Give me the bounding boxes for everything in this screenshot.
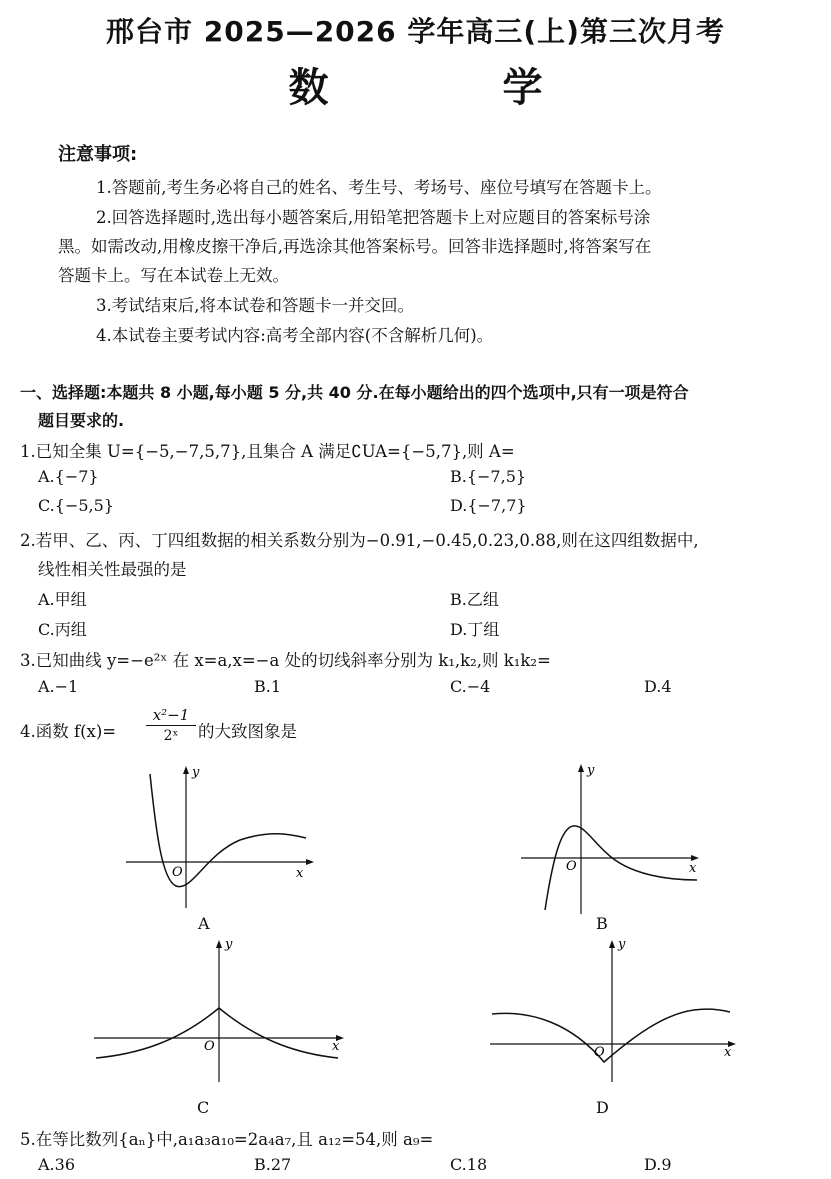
q5-stem: 5.在等比数列{aₙ}中,a₁a₃a₁₀=2a₄a₇,且 a₁₂=54,则 a₉=: [20, 1130, 434, 1149]
graph-c-y-arrow: [216, 940, 222, 948]
graph-a-y-label: y: [192, 765, 200, 780]
graph-a: [120, 762, 320, 912]
q3-stem: 3.已知曲线 y=−e²ˣ 在 x=a,x=−a 处的切线斜率分别为 k₁,k₂,则 k₁k₂=: [20, 651, 551, 670]
section-heading-line-2: 题目要求的.: [38, 411, 125, 430]
notice-item-4: 4.本试卷主要考试内容:高考全部内容(不含解析几何)。: [96, 326, 494, 345]
q4-stem-prefix: 4.函数 f(x)=: [20, 722, 117, 741]
graph-c-label: C: [197, 1098, 210, 1117]
q3-option-d: D.4: [644, 677, 672, 696]
q2-option-d: D.丁组: [450, 620, 500, 639]
graph-d-curve: [492, 1009, 730, 1062]
graph-b-y-arrow: [578, 764, 584, 772]
graph-d-label: D: [596, 1098, 609, 1117]
q2-option-c: C.丙组: [38, 620, 87, 639]
graph-b-label: B: [596, 914, 608, 933]
q5-option-d: D.9: [644, 1155, 672, 1174]
graph-d: [484, 932, 746, 1092]
q4-numerator: x²−1: [146, 705, 196, 726]
q3-option-c: C.−4: [450, 677, 491, 696]
q5-option-c: C.18: [450, 1155, 488, 1174]
graph-c-x-label: x: [332, 1039, 340, 1054]
graph-c-origin-label: O: [204, 1039, 215, 1054]
exam-title: 邢台市 2025—2026 学年高三(上)第三次月考: [106, 15, 725, 48]
graph-b-y-label: y: [587, 763, 595, 778]
graph-d-y-arrow: [609, 940, 615, 948]
notice-item-3: 3.考试结束后,将本试卷和答题卡一并交回。: [96, 296, 414, 315]
q2-stem-line-1: 2.若甲、乙、丙、丁四组数据的相关系数分别为−0.91,−0.45,0.23,0.88,则在这四组数据中,: [20, 531, 699, 550]
graph-c-y-label: y: [225, 937, 233, 952]
q3-option-b: B.1: [254, 677, 282, 696]
q5-option-b: B.27: [254, 1155, 292, 1174]
q4-denominator: 2ˣ: [163, 728, 179, 744]
q4-fraction: [146, 705, 196, 746]
q2-option-a: A.甲组: [38, 590, 87, 609]
graph-a-origin-label: O: [172, 865, 183, 880]
graph-d-origin-label: O: [594, 1045, 605, 1060]
q1-option-d: D.{−7,7}: [450, 496, 527, 515]
notice-item-1: 1.答题前,考生务必将自己的姓名、考生号、考场号、座位号填写在答题卡上。: [96, 178, 662, 197]
notice-item-2-line-2: 黑。如需改动,用橡皮擦干净后,再选涂其他答案标号。回答非选择题时,将答案写在: [58, 237, 652, 256]
q4-stem-suffix: 的大致图象是: [198, 722, 297, 741]
graph-b-origin-label: O: [566, 859, 577, 874]
q2-stem-line-2: 线性相关性最强的是: [38, 560, 187, 579]
notice-item-2-line-3: 答题卡上。写在本试卷上无效。: [58, 266, 289, 285]
graph-c-curve: [96, 1008, 338, 1058]
graph-a-y-arrow: [183, 766, 189, 774]
graph-d-x-label: x: [724, 1045, 732, 1060]
q1-option-b: B.{−7,5}: [450, 467, 527, 486]
q1-option-a: A.{−7}: [38, 467, 99, 486]
graph-b: [515, 758, 715, 918]
q5-option-a: A.36: [38, 1155, 75, 1174]
graph-a-x-arrow: [306, 859, 314, 865]
notice-heading: 注意事项:: [58, 144, 138, 165]
notice-item-2-line-1: 2.回答选择题时,选出每小题答案后,用铅笔把答题卡上对应题目的答案标号涂: [96, 208, 651, 227]
q1-stem: 1.已知全集 U={−5,−7,5,7},且集合 A 满足∁UA={−5,7},则 A=: [20, 442, 515, 461]
q1-option-c: C.{−5,5}: [38, 496, 114, 515]
q2-option-b: B.乙组: [450, 590, 499, 609]
graph-b-x-label: x: [689, 861, 697, 876]
graph-d-y-label: y: [618, 937, 626, 952]
graph-c: [88, 932, 350, 1092]
graph-a-label: A: [198, 914, 210, 933]
subject-title: 数 学: [288, 65, 623, 111]
q3-option-a: A.−1: [38, 677, 79, 696]
graph-a-x-label: x: [296, 866, 304, 881]
section-heading-line-1: 一、选择题:本题共 8 小题,每小题 5 分,共 40 分.在每小题给出的四个选项中,只有一项是符合: [20, 383, 689, 402]
